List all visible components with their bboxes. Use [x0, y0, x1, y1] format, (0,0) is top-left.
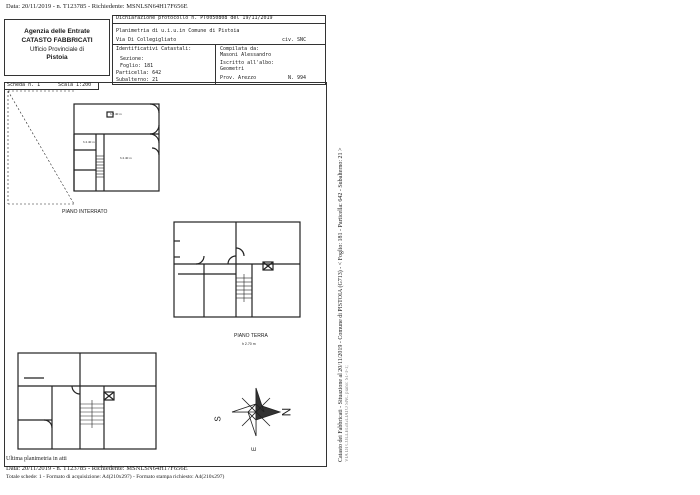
- protocol-line: Dichiarazione protocollo n. PT0050808 del 19/11/2019: [116, 15, 273, 21]
- ultima-planimetria: Ultima planimetria in atti: [6, 456, 67, 462]
- compass-south: S: [213, 416, 223, 422]
- ground-floor-title: PIANO TERRA: [234, 333, 268, 339]
- particella-field: Particella: 642: [116, 70, 162, 76]
- registration-number: N. 994: [288, 75, 307, 81]
- side-stamp-line1: Catasto dei Fabbricati - Situazione al 20/11/2019 - Comune di PISTOIA (G713) - < Foglio: 181 - Particella: 642 - Subalterno: 21 >: [338, 147, 344, 462]
- catasto-fabbricati: CATASTO FABBRICATI: [21, 37, 93, 44]
- albo-value: Geometri: [220, 66, 245, 72]
- compiled-title: Compilata da:: [220, 46, 260, 52]
- compass-rose: [232, 388, 280, 436]
- albo-label: Iscritto all'albo:: [220, 60, 275, 66]
- foglio-field: Foglio: 181: [120, 63, 154, 69]
- basement-title: PIANO INTERRATO: [62, 209, 108, 215]
- footer-data-line: Data: 20/11/2019 - n. T123785 - Richiedente: MSNLSN64H17F656E: [6, 465, 188, 472]
- compiled-name: Masoni Alessandro: [220, 52, 272, 58]
- first-floor-outline: [18, 353, 156, 449]
- footer-schede-line: Totale schede: 1 - Formato di acquisizione: A4(210x297) - Formato stampa richiesto: A4(210x297): [6, 474, 225, 480]
- compass-north: N: [279, 407, 294, 417]
- side-stamp-line2: VIA DI COLLEGIGLIATO SNC piano: S1-T-1;: [345, 365, 350, 462]
- civ-line: civ. SNC: [282, 37, 307, 43]
- compass-east: E: [252, 446, 259, 452]
- scheda-number: Scheda n. 1: [7, 82, 41, 88]
- ground-floor-height: h 2.70 m: [242, 342, 256, 346]
- prov-field: Prov. Arezzo: [220, 75, 257, 81]
- room-label: h 2.40 m: [120, 156, 132, 160]
- sezione-field: Sezione:: [120, 56, 145, 62]
- address-line: Via Di Collegigliato: [116, 37, 177, 43]
- room-label: h 2.40 m: [83, 140, 95, 144]
- room-label: h 2.40 m: [110, 112, 122, 116]
- province-name: Pistoia: [46, 54, 68, 61]
- planimetria-line: Planimetria di u.i.u.in Comune di Pistoia: [116, 28, 240, 34]
- subalterno-field: Subalterno: 21: [116, 77, 159, 83]
- basement-outline: [74, 104, 159, 191]
- ground-floor-outline: [174, 222, 300, 317]
- ufficio-provinciale: Ufficio Provinciale di: [30, 47, 84, 53]
- identifiers-title: Identificativi Catastali:: [116, 46, 192, 52]
- scale-label: Scala 1:200: [58, 82, 92, 88]
- header-top-line: Data: 20/11/2019 - n. T123785 - Richiedente: MSNLSN64H17F656E: [6, 3, 188, 10]
- agency-name: Agenzia delle Entrate: [24, 28, 90, 35]
